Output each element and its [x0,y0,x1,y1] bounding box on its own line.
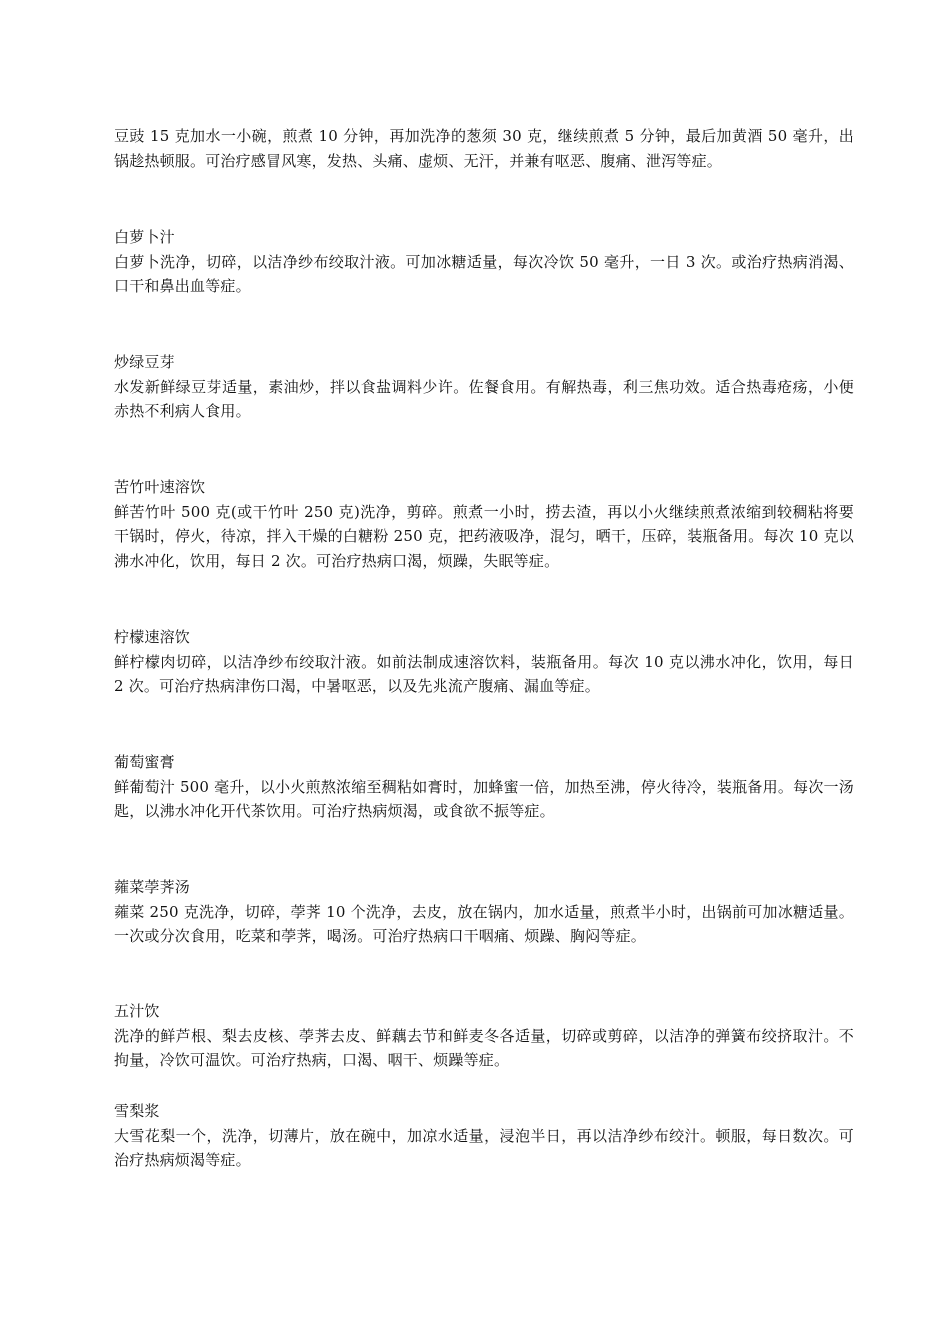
recipe-title: 葡萄蜜膏 [114,753,175,771]
recipe-title: 五汁饮 [114,1002,160,1020]
recipe-title: 白萝卜汁 [114,228,175,246]
recipe-section-xueli [114,1099,854,1173]
recipe-body: 洗净的鲜芦根、梨去皮核、荸荠去皮、鲜藕去节和鲜麦冬各适量，切碎或剪碎，以洁净的弹簧布绞挤取汁。不拘量，冷饮可温饮。可治疗热病，口渴、咽干、烦躁等症。 [114,1026,854,1069]
recipe-section-wengcai [114,875,854,949]
recipe-body: 大雪花梨一个，洗净，切薄片，放在碗中，加凉水适量，浸泡半日，再以洁净纱布绞汁。顿服，每日数次。可治疗热病烦渴等症。 [114,1126,854,1169]
recipe-body: 鲜苦竹叶 500 克(或干竹叶 250 克)洗净，剪碎。煎煮一小时，捞去渣，再以小火继续煎煮浓缩到较稠粘将要干锅时，停火，待凉，拌入干燥的白糖粉 250 克，把药液吸净，混匀，晒干，压碎，装瓶备用。每次 10 克以沸水冲化，饮用，每日 2 次。可治疗热病口渴，烦躁，失眠等症。 [114,502,854,570]
recipe-section-douchi [114,124,854,173]
recipe-body: 鲜葡萄汁 500 毫升，以小火煎熬浓缩至稠粘如膏时，加蜂蜜一倍，加热至沸，停火待冷，装瓶备用。每次一汤匙，以沸水冲化开代茶饮用。可治疗热病烦渴，或食欲不振等症。 [114,777,854,820]
recipe-section-wuzhi [114,999,854,1073]
recipe-section-ningmeng [114,625,854,699]
recipe-section-putao [114,750,854,824]
recipe-title: 苦竹叶速溶饮 [114,478,206,496]
recipe-section-lvdouya [114,350,854,424]
recipe-body: 白萝卜洗净，切碎，以洁净纱布绞取汁液。可加冰糖适量，每次冷饮 50 毫升，一日 3 次。或治疗热病消渴、口干和鼻出血等症。 [114,252,854,295]
recipe-title: 柠檬速溶饮 [114,628,191,646]
recipe-title: 炒绿豆芽 [114,353,175,371]
recipe-section-bailuobo [114,225,854,299]
recipe-body: 鲜柠檬肉切碎，以洁净纱布绞取汁液。如前法制成速溶饮料，装瓶备用。每次 10 克以沸水冲化，饮用，每日 2 次。可治疗热病津伤口渴，中暑呕恶，以及先兆流产腹痛、漏血等症。 [114,652,854,695]
recipe-title: 蕹菜荸荠汤 [114,878,191,896]
recipe-body: 蕹菜 250 克洗净，切碎，荸荠 10 个洗净，去皮，放在锅内，加水适量，煎煮半小时，出锅前可加冰糖适量。一次或分次食用，吃菜和荸荠，喝汤。可治疗热病口干咽痛、烦躁、胸闷等症。 [114,902,854,945]
recipe-section-kuzhuye [114,475,854,573]
recipe-title: 雪梨浆 [114,1102,160,1120]
recipe-body: 豆豉 15 克加水一小碗，煎煮 10 分钟，再加洗净的葱须 30 克，继续煎煮 5 分钟，最后加黄酒 50 毫升，出锅趁热顿服。可治疗感冒风寒，发热、头痛、虚烦、无汗，并兼有呕恶、腹痛、泄泻等症。 [114,127,854,170]
recipe-body: 水发新鲜绿豆芽适量，素油炒，拌以食盐调料少许。佐餐食用。有解热毒，利三焦功效。适合热毒疮疡，小便赤热不利病人食用。 [114,377,854,420]
